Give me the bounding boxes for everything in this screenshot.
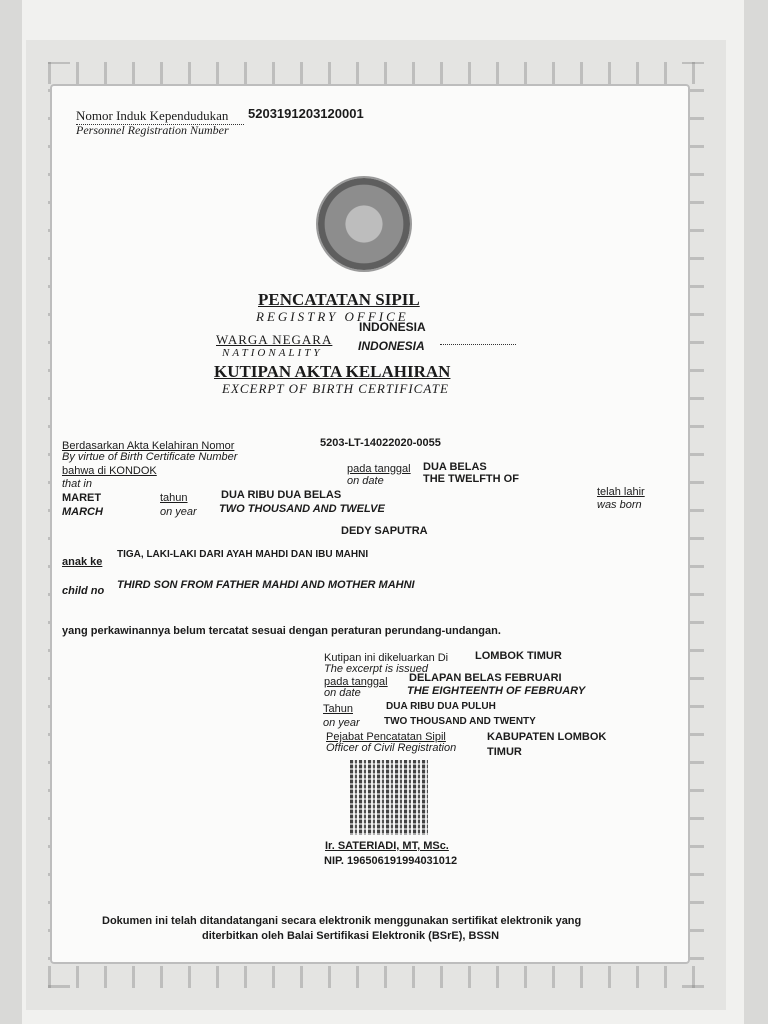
officer-region-1: KABUPATEN LOMBOK xyxy=(487,731,607,743)
office-title-en: REGISTRY OFFICE xyxy=(256,309,409,324)
child-value-en: THIRD SON FROM FATHER MAHDI AND MOTHER MAHNI xyxy=(117,579,415,591)
doc-title-en: EXCERPT OF BIRTH CERTIFICATE xyxy=(222,381,449,396)
office-title: PENCATATAN SIPIL xyxy=(258,290,420,309)
issue-date-label-en: on date xyxy=(324,687,361,699)
year-label-en: on year xyxy=(160,506,197,518)
qr-code-icon xyxy=(350,760,428,835)
child-label-en: child no xyxy=(62,585,105,597)
year-value-en: TWO THOUSAND AND TWELVE xyxy=(219,503,385,515)
child-value: TIGA, LAKI-LAKI DARI AYAH MAHDI DAN IBU MAHNI xyxy=(117,549,369,560)
officer-label-en: Officer of Civil Registration xyxy=(326,742,457,754)
date-label: pada tanggal xyxy=(347,463,411,475)
child-name: DEDY SAPUTRA xyxy=(341,525,428,537)
born-label: telah lahir xyxy=(597,486,645,498)
signer-nip: NIP. 196506191994031012 xyxy=(324,855,458,867)
cert-number: 5203-LT-14022020-0055 xyxy=(320,437,441,449)
year-value: DUA RIBU DUA BELAS xyxy=(221,489,342,501)
marriage-note: yang perkawinannya belum tercatat sesuai dengan peraturan perundang-undangan. xyxy=(62,625,501,637)
garuda-emblem-icon xyxy=(318,178,410,270)
nationality-value-en: INDONESIA xyxy=(358,339,425,353)
basis-label-en: By virtue of Birth Certificate Number xyxy=(62,451,238,463)
issued-label: Kutipan ini dikeluarkan Di xyxy=(324,652,449,664)
footer-line-2: diterbitkan oleh Balai Sertifikasi Elektronik (BSrE), BSSN xyxy=(202,930,500,942)
date-label-en: on date xyxy=(347,475,384,487)
signer-name: Ir. SATERIADI, MT, MSc. xyxy=(325,840,449,852)
officer-region-2: TIMUR xyxy=(487,746,522,758)
nationality-label: WARGA NEGARA xyxy=(216,332,333,347)
born-label-en: was born xyxy=(597,499,642,511)
issue-date-value: DELAPAN BELAS FEBRUARI xyxy=(409,672,562,684)
issue-date-value-en: THE EIGHTEENTH OF FEBRUARY xyxy=(407,685,586,697)
place-label: bahwa di KONDOK xyxy=(62,465,157,477)
issue-year-label-en: on year xyxy=(323,717,360,729)
issue-date-label: pada tanggal xyxy=(324,676,388,688)
nationality-label-en: NATIONALITY xyxy=(222,347,323,359)
year-label: tahun xyxy=(160,492,188,504)
issue-year-value-en: TWO THOUSAND AND TWENTY xyxy=(384,716,536,727)
officer-label: Pejabat Pencatatan Sipil xyxy=(326,731,446,743)
day-value: DUA BELAS xyxy=(423,461,487,473)
nationality-value: INDONESIA xyxy=(359,320,426,334)
nationality-dots xyxy=(440,344,516,345)
issued-place: LOMBOK TIMUR xyxy=(475,650,562,662)
month-value-en: MARCH xyxy=(62,506,103,518)
nik-label: Nomor Induk Kependudukan xyxy=(76,108,229,123)
issue-year-label: Tahun xyxy=(323,703,353,715)
nik-value: 5203191203120001 xyxy=(248,106,364,121)
child-label: anak ke xyxy=(62,556,103,568)
place-label-en: that in xyxy=(62,478,92,490)
month-value: MARET xyxy=(62,492,102,504)
nik-label-en: Personnel Registration Number xyxy=(76,123,229,137)
footer-line-1: Dokumen ini telah ditandatangani secara elektronik menggunakan sertifikat elektronik yang xyxy=(102,915,582,927)
issue-year-value: DUA RIBU DUA PULUH xyxy=(386,701,496,712)
day-value-en: THE TWELFTH OF xyxy=(423,473,519,485)
doc-title: KUTIPAN AKTA KELAHIRAN xyxy=(214,362,451,381)
basis-label: Berdasarkan Akta Kelahiran Nomor xyxy=(62,440,235,452)
issued-label-en: The excerpt is issued xyxy=(324,663,428,675)
